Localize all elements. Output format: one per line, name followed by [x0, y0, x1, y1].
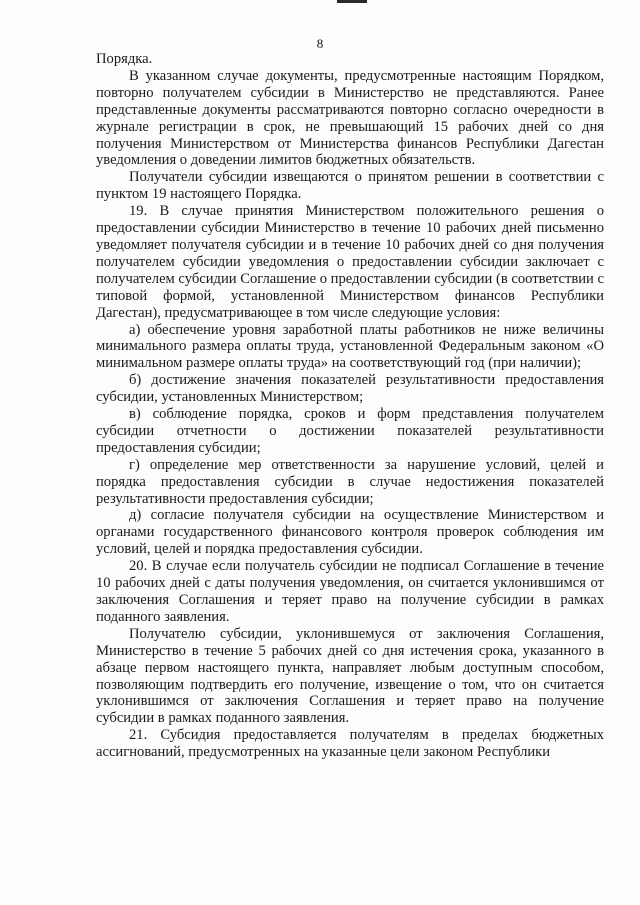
condition-d: д) согласие получателя субсидии на осуществление Министерством и органами государственного финансового контроля проверок соблюдения им условий, целей и порядка предоставления субсидии. — [96, 507, 604, 558]
document-body — [96, 51, 604, 761]
condition-b: б) достижение значения показателей результативности предоставления субсидии, установленных Министерством; — [96, 372, 604, 406]
paragraph-evasion-notice: Получателю субсидии, уклонившемуся от заключения Соглашения, Министерство в течение 5 рабочих дней со дня истечения срока, указанного в абзаце первом настоящего пункта, направляет любым доступным способом, позволяющим подтвердить его получение, извещение о том, что он считается уклонившимся от заключения Соглашения и теряет право на получение субсидии в рамках поданного заявления. — [96, 625, 604, 727]
paragraph-continuation: Порядка. — [96, 51, 153, 67]
condition-v: в) соблюдение порядка, сроков и форм представления получателем субсидии отчетности о достижении показателей результативности предоставления субсидии; — [96, 406, 604, 456]
condition-a: а) обеспечение уровня заработной платы работников не ниже величины минимального размера оплаты труда, установленной Федеральным законом «О минимальном размере оплаты труда» на соответствующий год (при наличии); — [96, 321, 604, 372]
paragraph-item-21: 21. Субсидия предоставляется получателям в пределах бюджетных ассигнований, предусмотренных на указанные цели законом Республики — [96, 727, 604, 761]
paragraph-item-20: 20. В случае если получатель субсидии не подписал Соглашение в течение 10 рабочих дней с даты получения уведомления, он считается уклонившимся от заключения Соглашения и теряет право на получение субсидии в рамках поданного заявления. — [96, 558, 604, 625]
paragraph-documents-not-resubmitted: В указанном случае документы, предусмотренные настоящим Порядком, повторно получателем субсидии в Министерство не представляются. Ранее представленные документы рассматриваются повторно согласно очередности в журнале регистрации в срок, не превышающий 15 рабочих дней со дня получения Министерством от Министерства финансов Республики Дагестан уведомления о доведении лимитов бюджетных обязательств. — [96, 67, 604, 169]
condition-g: г) определение мер ответственности за нарушение условий, целей и порядка предоставления субсидии в случае недостижения показателей результативности предоставления субсидии; — [96, 456, 604, 507]
paragraph-item-19: 19. В случае принятия Министерством положительного решения о предоставлении субсидии Министерство в течение 10 рабочих дней письменно уведомляет получателя субсидии и в течение 10 рабочих дней со дня получения получателем субсидии уведомления о предоставлении субсидии заключает с получателем субсидии Соглашение о предоставлении субсидии (в соответствии с типовой формой, установленной Министерством финансов Республики Дагестан), предусматривающее в том числе следующие условия: — [96, 203, 604, 321]
page-number: 8 — [316, 36, 324, 51]
paragraph-recipients-notified: Получатели субсидии извещаются о принятом решении в соответствии с пунктом 19 настоящего Порядка. — [96, 169, 604, 203]
scan-edge-mark — [337, 0, 367, 3]
